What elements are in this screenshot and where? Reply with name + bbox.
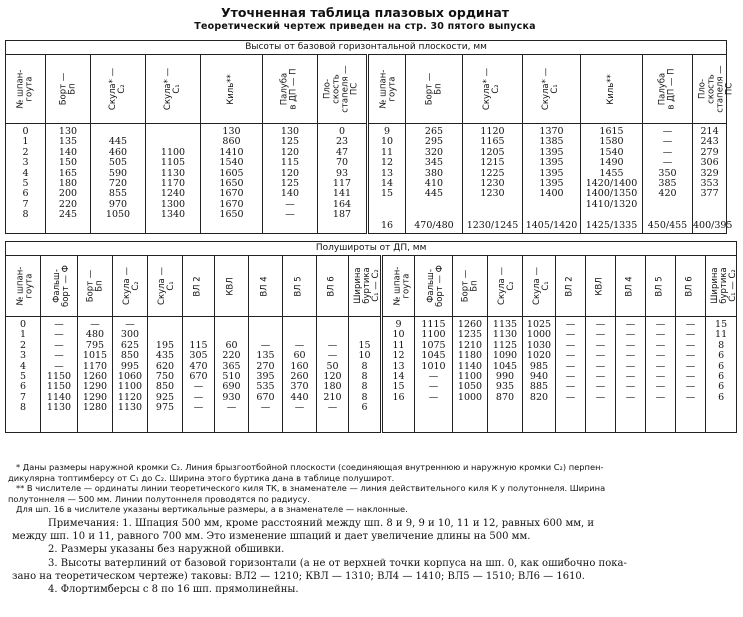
half-left-header-0: № шпан- гоута <box>6 256 41 317</box>
half-right-header-1: Фальш- борт — Ф <box>415 256 453 317</box>
footnote-line: Для шп. 16 в числителе указаны вертикальные размеры, а в знаменателе — наклонные. <box>16 504 408 515</box>
heights-left-col-2: 445 460 505 590 720 855 970 1050 <box>91 124 146 234</box>
half-left-header-5: ВЛ 2 <box>183 256 215 317</box>
heights-left-col-0: 0 1 2 3 4 5 6 7 8 <box>6 124 46 234</box>
heights-right-col-4: 1615 1580 1540 1490 1455 1420/1400 1400/1350 1410/1320 1425/1335 <box>581 124 643 234</box>
heights-left-header-3: Скула* — С₁ <box>146 55 201 124</box>
heights-right-col-5: — — — — 350 385 420 450/455 <box>643 124 693 234</box>
half-right-col-8: — — — — — — — — <box>646 317 676 433</box>
half-right-header-7: ВЛ 4 <box>616 256 646 317</box>
footnote-line: * Даны размеры наружной кромки С₂. Линия брызгоотбойной плоскости (соединяющая внутреннюю и наружную кромки С₂) перпен- <box>16 462 604 472</box>
half-right-header-8: ВЛ 5 <box>646 256 676 317</box>
half-right-col-5: — — — — — — — — <box>556 317 586 433</box>
heights-left-col-5: 130 125 120 115 120 125 140 — — <box>263 124 318 234</box>
half-left-header-7: ВЛ 4 <box>249 256 283 317</box>
notes <box>12 517 724 596</box>
half-left-col-7: — 135 270 395 535 670 — <box>249 317 283 433</box>
half-right-header-4: Скула — С₁ <box>523 256 556 317</box>
footnote-line: дикулярна топтимберсу от С₁ до С₂. Ширина этого буртика дана в таблице полуширот. <box>8 472 395 483</box>
heights-left-col-1: 130 135 140 150 165 180 200 220 245 <box>46 124 91 234</box>
heights-right-header-5: Палуба в ДП — П <box>643 55 693 124</box>
heights-right-header-1: Борт — Бп <box>406 55 463 124</box>
heights-right-header-0: № шпан- гоута <box>368 55 406 124</box>
heights-right-header-4: Киль** <box>581 55 643 124</box>
half-left-col-2: — 480 795 1015 1170 1260 1290 1290 1280 <box>78 317 113 433</box>
heights-left-col-4: 130 860 1410 1540 1605 1650 1670 1670 1650 <box>201 124 263 234</box>
half-right-header-10: Ширина буртика С₁ — С₂ <box>706 256 737 317</box>
half-left-header-6: КВЛ <box>215 256 249 317</box>
table-title: Уточненная таблица плазовых ординат <box>220 5 510 20</box>
footnote-line: ** В числителе — ординаты линии теоретического киля ТК, в знаменателе — линия действительного киля К у полутоннеля. Ширина <box>16 483 606 494</box>
half-right-header-3: Скула — С₂ <box>488 256 523 317</box>
half-right-header-6: КВЛ <box>586 256 616 317</box>
half-left-header-9: ВЛ 6 <box>317 256 349 317</box>
half-left-header-4: Скула — С₁ <box>148 256 183 317</box>
heights-right-header-3: Скула* — С₁ <box>523 55 581 124</box>
heights-right-col-0: 9 10 11 12 13 14 15 16 <box>368 124 406 234</box>
half-left-header-10: Ширина буртика С₁ — С₂ <box>349 256 382 317</box>
heights-right-header-6: Пло- скость стапеля — ПС <box>693 55 727 124</box>
half-left-col-0: 0 1 2 3 4 5 6 7 8 <box>6 317 41 433</box>
heights-right-header-2: Скула* — С₂ <box>463 55 523 124</box>
heights-left-col-6: 0 23 47 70 93 117 141 164 187 <box>318 124 368 234</box>
heights-left-header-0: № шпан- гоута <box>6 55 46 124</box>
note-line: Примечания: 1. Шпация 500 мм, кроме расстояний между шп. 8 и 9, 9 и 10, 11 и 12, равных 600 мм, и <box>48 518 595 529</box>
half-right-header-0: № шпан- гоута <box>382 256 415 317</box>
note-line: 4. Флортимберсы с 8 по 16 шп. прямолинейны. <box>48 584 299 596</box>
half-right-col-10: 15 11 8 6 6 6 6 6 <box>706 317 737 433</box>
half-left-col-5: 115 305 470 670 — — — <box>183 317 215 433</box>
half-left-header-1: Фальш- борт — Ф <box>41 256 78 317</box>
heights-left-col-3: 1100 1105 1130 1170 1240 1300 1340 <box>146 124 201 234</box>
heights-right-col-1: 265 295 320 345 380 410 445 470/480 <box>406 124 463 234</box>
note-line: 3. Высоты ватерлиний от базовой горизонтали (а не от верхней точки корпуса на шп. 0, как ошибочно пока- <box>48 557 627 569</box>
table-subtitle: Теоретический чертеж приведен на стр. 30 пятого выпуска <box>194 21 536 32</box>
heights-left-header-6: Пло- скость стапеля — ПС <box>318 55 368 124</box>
half-left-col-9: — — 50 120 180 210 — <box>317 317 349 433</box>
halfbreadths-caption: Полуширoты от ДП, мм <box>6 242 737 256</box>
note-line: 2. Размеры указаны без наружной обшивки. <box>48 544 285 556</box>
half-left-col-3: — 300 625 850 995 1060 1100 1120 1130 <box>113 317 148 433</box>
footnote-line: полутоннеля — 500 мм. Линии полутоннеля проводятся по радиусу. <box>8 493 310 504</box>
half-right-col-0: 9 10 11 12 13 14 15 16 <box>382 317 415 433</box>
note-line: между шп. 10 и 11, равного 700 мм. Это изменение шпаций и дает увеличение длины на 500 мм. <box>12 531 531 543</box>
heights-left-header-5: Палуба в ДП — П <box>263 55 318 124</box>
half-right-header-9: ВЛ 6 <box>676 256 706 317</box>
heights-left-header-4: Киль** <box>201 55 263 124</box>
half-left-header-2: Борт — Бп <box>78 256 113 317</box>
halfbreadths-table <box>5 241 737 433</box>
half-right-col-7: — — — — — — — — <box>616 317 646 433</box>
heights-caption: Высоты от базовой горизонтальной плоскости, мм <box>6 41 727 55</box>
half-left-col-8: — 60 160 260 370 440 — <box>283 317 317 433</box>
half-right-col-2: 1260 1235 1210 1180 1140 1100 1050 1000 <box>453 317 488 433</box>
half-right-col-9: — — — — — — — — <box>676 317 706 433</box>
heights-right-col-2: 1120 1165 1205 1215 1225 1230 1230 1230/1245 <box>463 124 523 234</box>
half-right-col-3: 1135 1130 1125 1090 1045 990 935 870 <box>488 317 523 433</box>
half-left-col-4: 195 435 620 750 850 925 975 <box>148 317 183 433</box>
heights-right-col-6: 214 243 279 306 329 353 377 400/395 <box>693 124 727 234</box>
half-right-col-6: — — — — — — — — <box>586 317 616 433</box>
half-left-header-8: ВЛ 5 <box>283 256 317 317</box>
half-right-col-1: 1115 1100 1075 1045 1010 — — — <box>415 317 453 433</box>
footnotes <box>8 462 724 515</box>
heights-table <box>5 40 735 234</box>
note-line: зано на теоретическом чертеже) таковы: ВЛ2 — 1210; КВЛ — 1310; ВЛ4 — 1410; ВЛ5 — 1510; ВЛ6 — 1610. <box>12 570 585 582</box>
half-left-col-1: — — — — — 1150 1150 1140 1130 <box>41 317 78 433</box>
heights-left-header-1: Борт — Бп <box>46 55 91 124</box>
heights-left-header-2: Скула* — С₂ <box>91 55 146 124</box>
half-left-col-6: 60 220 365 510 690 930 — <box>215 317 249 433</box>
heights-right-col-3: 1370 1385 1395 1395 1395 1395 1400 1405/1420 <box>523 124 581 234</box>
half-left-col-10: 15 10 8 8 8 8 6 <box>349 317 382 433</box>
half-right-header-2: Борт — Бп <box>453 256 488 317</box>
half-right-header-5: ВЛ 2 <box>556 256 586 317</box>
half-left-header-3: Скула — С₂ <box>113 256 148 317</box>
half-right-col-4: 1025 1000 1030 1020 985 940 885 820 <box>523 317 556 433</box>
